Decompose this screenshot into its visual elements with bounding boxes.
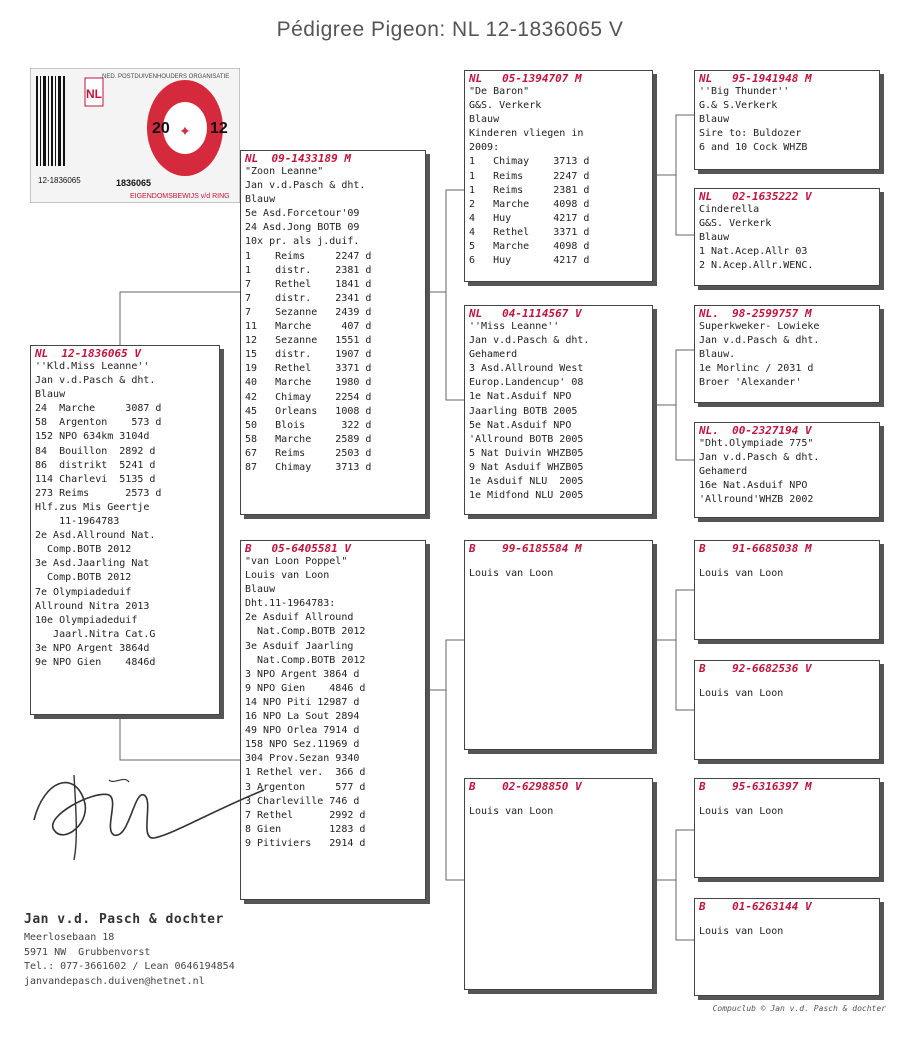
detail-line: 8 Gien 1283 d	[245, 823, 366, 835]
detail-line: "Zoon Leanne"	[245, 166, 324, 177]
detail-line: Jan v.d.Pasch & dht.	[469, 335, 590, 347]
pigeon-details	[695, 320, 879, 390]
detail-line: 9 Nat Asduif WHZB05	[469, 461, 584, 473]
detail-line: 'Allround BOTB 2005	[469, 433, 584, 445]
detail-line: 16e Nat.Asduif NPO	[699, 480, 808, 492]
ring-number: B 02-6298850 V	[469, 780, 582, 793]
detail-line: "Dht.Olympiade 775"	[699, 438, 814, 449]
detail-line: Blauw	[245, 584, 276, 596]
detail-line: 86 distrikt 5241 d	[35, 459, 156, 471]
detail-line: 1 Reims 2247 d	[245, 250, 372, 262]
breeder-city: 5971 NW Grubbenvorst	[24, 946, 151, 958]
detail-line: 42 Chimay 2254 d	[245, 391, 372, 403]
detail-line: ''Kld.Miss Leanne''	[35, 361, 150, 372]
detail-line: 1 distr. 2381 d	[245, 264, 372, 276]
breeder-address: Meerlosebaan 18	[24, 932, 115, 943]
detail-line: 19 Rethel 3371 d	[245, 363, 372, 375]
detail-line: 1e Midfond NLU 2005	[469, 490, 584, 502]
detail-line: 12 Sezanne 1551 d	[245, 335, 372, 347]
detail-line: Louis van Loon	[245, 570, 330, 582]
detail-line: 11-1964783	[35, 516, 120, 528]
detail-line: 2e Asduif Allround	[245, 612, 354, 624]
detail-line: Louis van Loon	[699, 568, 784, 579]
detail-line: 3 Argenton 577 d	[245, 781, 366, 793]
detail-line: "van Loon Poppel"	[245, 556, 348, 567]
detail-line: 7e Olympiadeduif	[35, 586, 132, 598]
detail-line: 158 NPO Sez.11969 d	[245, 739, 360, 751]
pigeon-details	[465, 85, 652, 268]
detail-line: Comp.BOTB 2012	[35, 572, 132, 584]
svg-text:12-1836065: 12-1836065	[38, 176, 81, 185]
ring-number: NL. 00-2327194 V	[699, 424, 812, 437]
detail-line: Blauw	[469, 114, 500, 126]
detail-line: Hlf.zus Mis Geertje	[35, 501, 150, 513]
detail-line: 45 Orleans 1008 d	[245, 405, 372, 417]
detail-line: Jaarling BOTB 2005	[469, 405, 578, 417]
detail-line: 1e Nat.Asduif NPO	[469, 391, 572, 403]
pigeon-card-mfm	[694, 660, 880, 760]
svg-text:1836065: 1836065	[116, 178, 152, 188]
pigeon-card-father	[240, 150, 426, 515]
pigeon-card-father-mother	[464, 305, 653, 515]
detail-line: ''Miss Leanne''	[469, 321, 560, 332]
breeder-info	[24, 912, 235, 989]
ring-ownership-card	[30, 68, 240, 203]
pigeon-details	[465, 320, 652, 503]
detail-line: 3 NPO Argent 3864 d	[245, 668, 360, 680]
detail-line: 14 NPO Piti 12987 d	[245, 696, 360, 708]
ring-number: NL. 98-2599757 M	[699, 307, 812, 320]
detail-line: 4 Huy 4217 d	[469, 212, 590, 224]
detail-line: Jan v.d.Pasch & dht.	[699, 452, 820, 464]
pigeon-card-fmf	[694, 305, 880, 403]
detail-line: 16 NPO La Sout 2894	[245, 711, 360, 723]
detail-line: 50 Blois 322 d	[245, 419, 372, 431]
detail-line: 1 Chimay 3713 d	[469, 156, 590, 168]
detail-line: 2 N.Acep.Allr.WENC.	[699, 260, 814, 272]
pigeon-details	[695, 925, 879, 939]
detail-line: Louis van Loon	[469, 806, 554, 817]
detail-line: Broer 'Alexander'	[699, 377, 802, 389]
detail-line: 84 Bouillon 2892 d	[35, 445, 156, 457]
detail-line: 1 Rethel ver. 366 d	[245, 767, 366, 779]
detail-line: Louis van Loon	[699, 806, 784, 817]
detail-line: 3e Asduif Jaarling	[245, 640, 354, 652]
svg-text:NED. POSTDUIVENHOUDERS ORGANIS: NED. POSTDUIVENHOUDERS ORGANISATIE	[102, 74, 230, 80]
detail-line: 40 Marche 1980 d	[245, 377, 372, 389]
detail-line: 7 distr. 2341 d	[245, 292, 372, 304]
pigeon-details	[695, 805, 879, 819]
detail-line: 114 Charlevi 5135 d	[35, 473, 156, 485]
pigeon-card-father-father	[464, 70, 653, 282]
detail-line: 67 Reims 2503 d	[245, 447, 372, 459]
detail-line: 10e Olympiadeduif	[35, 614, 138, 626]
detail-line: 7 Rethel 1841 d	[245, 278, 372, 290]
page-title: Pédigree Pigeon: NL 12-1836065 V	[276, 18, 624, 41]
ring-number: NL 04-1114567 V	[469, 307, 582, 320]
pigeon-card-mmm	[694, 898, 880, 996]
detail-line: 1 Reims 2247 d	[469, 170, 590, 182]
detail-line: 1e Morlinc / 2031 d	[699, 363, 814, 375]
detail-line: 1 Reims 2381 d	[469, 184, 590, 196]
detail-line: Dht.11-1964783:	[245, 598, 336, 610]
detail-line: Blauw.	[699, 349, 736, 361]
detail-line: Superkweker- Lowieke	[699, 321, 820, 332]
detail-line: Louis van Loon	[699, 926, 784, 937]
ring-number: B 01-6263144 V	[699, 900, 812, 913]
pigeon-details	[465, 805, 652, 819]
detail-line: 2e Asd.Allround Nat.	[35, 530, 156, 542]
pigeon-card-mother-mother	[464, 778, 653, 990]
ring-number: B 99-6185584 M	[469, 542, 582, 555]
svg-text:20: 20	[152, 120, 170, 137]
detail-line: 5e Asd.Forcetour'09	[245, 208, 360, 220]
detail-line: 6 and 10 Cock WHZB	[699, 142, 808, 154]
detail-line: 5 Marche 4098 d	[469, 241, 590, 253]
breeder-phone: Tel.: 077-3661602 / Lean 0646194854	[24, 961, 235, 972]
pigeon-card-ffm	[694, 188, 880, 286]
detail-line: Cinderella	[699, 204, 760, 215]
detail-line: 2 Marche 4098 d	[469, 198, 590, 210]
detail-line: ''Big Thunder''	[699, 86, 790, 97]
detail-line: 6 Huy 4217 d	[469, 255, 590, 267]
detail-line: Gehamerd	[699, 466, 748, 478]
detail-line: 5 Nat Duivin WHZB05	[469, 447, 584, 459]
detail-line: 3e Asd.Jaarling Nat	[35, 558, 150, 570]
pigeon-card-subject	[30, 345, 220, 715]
credit-line: Compuclub © Jan v.d. Pasch & dochter	[712, 1004, 886, 1013]
detail-line: Nat.Comp.BOTB 2012	[245, 626, 366, 638]
ring-number: NL 95-1941948 M	[699, 72, 812, 85]
detail-line: Blauw	[699, 232, 730, 244]
svg-text:12: 12	[210, 120, 228, 137]
detail-line: Blauw	[699, 114, 730, 126]
detail-line: "De Baron"	[469, 86, 530, 97]
detail-line: G&S. Verkerk	[469, 100, 542, 112]
detail-line: 5e Nat.Asduif NPO	[469, 419, 572, 431]
ring-number: B 95-6316397 M	[699, 780, 812, 793]
detail-line: 1 Nat.Acep.Allr 03	[699, 246, 808, 258]
detail-line: Jan v.d.Pasch & dht.	[35, 375, 156, 387]
pigeon-card-fff	[694, 70, 880, 170]
detail-line: Gehamerd	[469, 349, 518, 361]
detail-line: 3e NPO Argent 3864d	[35, 642, 150, 654]
detail-line: 58 Argenton 573 d	[35, 417, 162, 429]
detail-line: Allround Nitra 2013	[35, 600, 150, 612]
detail-line: 7 Rethel 2992 d	[245, 809, 366, 821]
svg-text:✦: ✦	[179, 123, 191, 139]
ring-number: B 92-6682536 V	[699, 662, 812, 675]
detail-line: 24 Asd.Jong BOTB 09	[245, 222, 360, 234]
pigeon-details	[695, 687, 879, 701]
pigeon-details	[31, 360, 219, 670]
breeder-name: Jan v.d. Pasch & dochter	[24, 912, 224, 927]
detail-line: 9 NPO Gien 4846 d	[245, 682, 366, 694]
detail-line: Nat.Comp.BOTB 2012	[245, 654, 366, 666]
detail-line: 152 NPO 634km 3104d	[35, 431, 150, 443]
detail-line: 'Allround'WHZB 2002	[699, 494, 814, 506]
detail-line: G.& S.Verkerk	[699, 100, 778, 112]
pigeon-details	[695, 203, 879, 273]
detail-line: 1e Asduif NLU 2005	[469, 476, 584, 488]
detail-line: Sire to: Buldozer	[699, 128, 802, 140]
detail-line: G&S. Verkerk	[699, 218, 772, 230]
detail-line: 7 Sezanne 2439 d	[245, 306, 372, 318]
detail-line: Kinderen vliegen in	[469, 128, 584, 140]
detail-line: 58 Marche 2589 d	[245, 433, 372, 445]
detail-line: Louis van Loon	[699, 688, 784, 699]
detail-line: 273 Reims 2573 d	[35, 487, 162, 499]
detail-line: Jan v.d.Pasch & dht.	[699, 335, 820, 347]
detail-line: Blauw	[245, 194, 276, 206]
pigeon-card-fmm	[694, 422, 880, 518]
detail-line: Jaarl.Nitra Cat.G	[35, 628, 156, 640]
ring-number: NL 09-1433189 M	[245, 152, 351, 165]
svg-text:NL: NL	[86, 87, 102, 101]
handwritten-signature	[14, 750, 274, 870]
detail-line: 87 Chimay 3713 d	[245, 461, 372, 473]
detail-line: 10x pr. als j.duif.	[245, 236, 360, 248]
ring-number: NL 12-1836065 V	[35, 347, 141, 360]
detail-line: 11 Marche 407 d	[245, 321, 372, 333]
pigeon-card-mmf	[694, 778, 880, 878]
detail-line: 15 distr. 1907 d	[245, 349, 372, 361]
ring-number: B 91-6685038 M	[699, 542, 812, 555]
detail-line: 3 Charleville 746 d	[245, 795, 360, 807]
pigeon-card-mff	[694, 540, 880, 640]
ring-number: NL 02-1635222 V	[699, 190, 812, 203]
pigeon-details	[695, 567, 879, 581]
detail-line: 304 Prov.Sezan 9340	[245, 753, 360, 765]
detail-line: 9e NPO Gien 4846d	[35, 656, 156, 668]
pigeon-details	[241, 165, 425, 475]
pigeon-details	[695, 85, 879, 155]
detail-line: Europ.Landencup' 08	[469, 377, 584, 389]
ring-number: NL 05-1394707 M	[469, 72, 582, 85]
detail-line: Blauw	[35, 389, 66, 401]
pigeon-card-mother-father	[464, 540, 653, 750]
svg-text:EIGENDOMSBEWIJS v/d RING: EIGENDOMSBEWIJS v/d RING	[130, 193, 230, 200]
detail-line: Comp.BOTB 2012	[35, 544, 132, 556]
detail-line: 4 Rethel 3371 d	[469, 226, 590, 238]
detail-line: 3 Asd.Allround West	[469, 363, 584, 375]
detail-line: 24 Marche 3087 d	[35, 403, 162, 415]
detail-line: Jan v.d.Pasch & dht.	[245, 180, 366, 192]
detail-line: 9 Pitiviers 2914 d	[245, 837, 366, 849]
detail-line: 2009:	[469, 142, 500, 154]
detail-line: Louis van Loon	[469, 568, 554, 579]
pigeon-details	[695, 437, 879, 507]
pigeon-details	[465, 567, 652, 581]
ring-number: B 05-6405581 V	[245, 542, 351, 555]
detail-line: 49 NPO Orlea 7914 d	[245, 725, 360, 737]
breeder-email: janvandepasch.duiven@hetnet.nl	[24, 975, 205, 987]
